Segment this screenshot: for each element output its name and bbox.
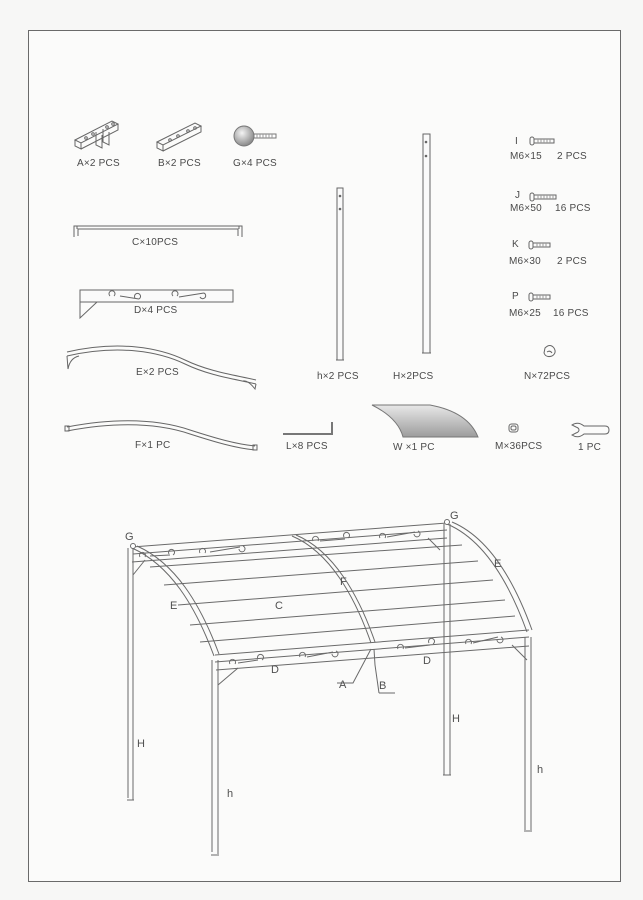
- callout-g-left: G: [125, 531, 134, 543]
- part-label-m: M×36PCS: [495, 441, 543, 452]
- part-label-g: G×4 PCS: [233, 158, 277, 169]
- part-label-d: D×4 PCS: [134, 305, 178, 316]
- callout-a: A: [339, 679, 347, 691]
- bolt-id-i: I: [515, 136, 518, 147]
- part-label-f: F×1 PC: [135, 440, 171, 451]
- bolt-id-k: K: [512, 239, 519, 250]
- callout-d-left: D: [271, 664, 279, 676]
- bolt-spec-p: M6×25: [509, 308, 541, 319]
- bolt-j-icon: [530, 193, 556, 201]
- top-bracket-icon: [75, 121, 118, 149]
- callout-e-left: E: [170, 600, 178, 612]
- callout-h-short-right: h: [537, 764, 544, 776]
- tall-post-icon: [422, 134, 431, 353]
- assembled-canopy-diagram: [127, 520, 532, 856]
- bolt-id-j: J: [515, 190, 521, 201]
- crossbar-icon: [74, 226, 242, 237]
- bolt-qty-i: 2 PCS: [557, 151, 587, 162]
- short-post-icon: [336, 188, 344, 360]
- callout-c: C: [275, 600, 283, 612]
- bolt-spec-i: M6×15: [510, 151, 542, 162]
- washer-icon: [544, 346, 555, 357]
- callout-d-right: D: [423, 655, 431, 667]
- part-label-c: C×10PCS: [132, 237, 179, 248]
- bolt-spec-j: M6×50: [510, 203, 542, 214]
- part-label-h-tall: H×2PCS: [393, 371, 434, 382]
- callout-g-right: G: [450, 510, 459, 522]
- callout-f: F: [340, 576, 347, 588]
- canopy-cover-icon: [372, 405, 478, 437]
- ball-finial-icon: [234, 126, 276, 146]
- part-label-b: B×2 PCS: [158, 158, 201, 169]
- part-label-l: L×8 PCS: [286, 441, 328, 452]
- callout-h-short-left: h: [227, 788, 234, 800]
- callout-b: B: [379, 680, 387, 692]
- part-label-w: W ×1 PC: [393, 442, 435, 453]
- part-label-a: A×2 PCS: [77, 158, 120, 169]
- callout-h-tall-right: H: [452, 713, 460, 725]
- part-label-h-short: h×2 PCS: [317, 371, 359, 382]
- bolt-qty-k: 2 PCS: [557, 256, 587, 267]
- bolt-p-icon: [529, 293, 550, 301]
- callout-h-tall-left: H: [137, 738, 145, 750]
- bolt-k-icon: [529, 241, 550, 249]
- callout-e-right: E: [494, 558, 502, 570]
- channel-bracket-icon: [157, 123, 201, 151]
- part-label-e: E×2 PCS: [136, 367, 179, 378]
- bolt-qty-j: 16 PCS: [555, 203, 591, 214]
- bolt-id-p: P: [512, 291, 519, 302]
- bolt-spec-k: M6×30: [509, 256, 541, 267]
- wrench-icon: [572, 423, 609, 437]
- bolt-qty-p: 16 PCS: [553, 308, 589, 319]
- allen-key-icon: [283, 422, 332, 434]
- part-label-n: N×72PCS: [524, 371, 571, 382]
- part-label-wrench: 1 PC: [578, 442, 602, 453]
- bolt-i-icon: [530, 137, 554, 145]
- nut-icon: [509, 424, 518, 432]
